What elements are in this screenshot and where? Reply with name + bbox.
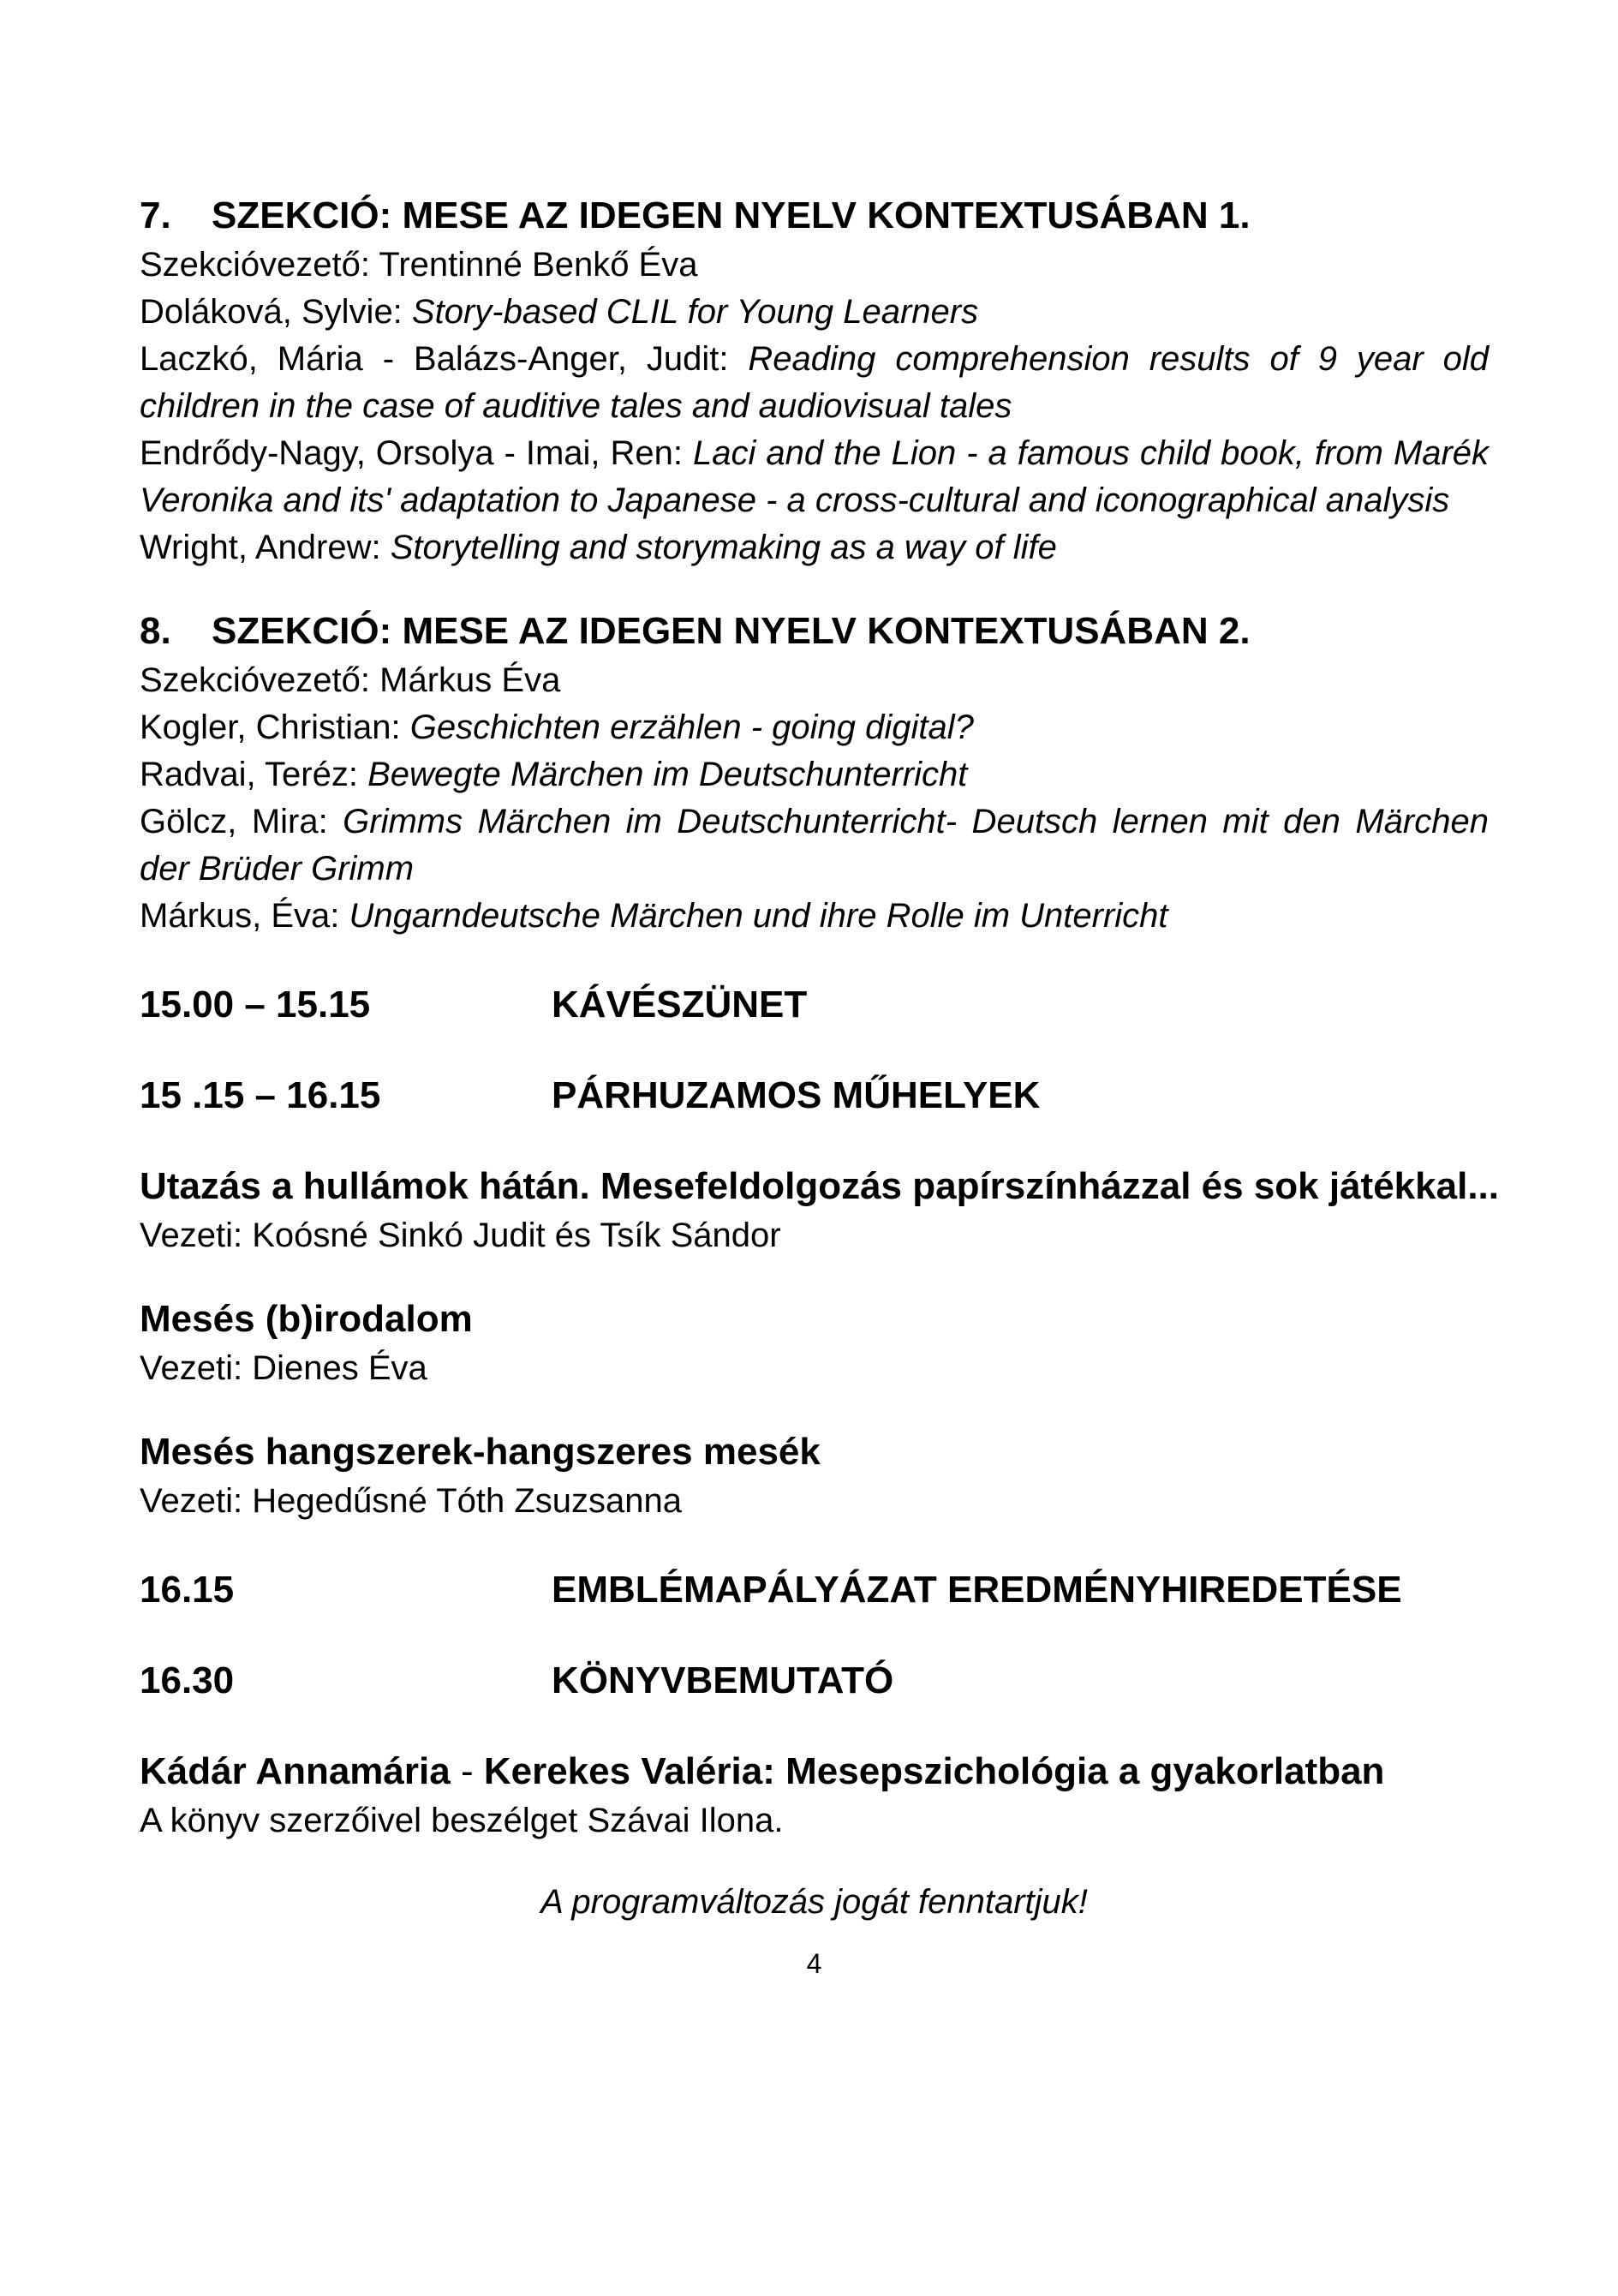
program-page: [140, 190, 1499, 1983]
talk-authors: Wright, Andrew:: [140, 529, 391, 566]
break-label: KÁVÉSZÜNET: [552, 984, 808, 1025]
section-7-talk-1: [140, 289, 1489, 336]
awards-label: EMBLÉMAPÁLYÁZAT EREDMÉNYHIREDETÉSE: [552, 1569, 1402, 1611]
section-8-talk-4: [140, 893, 1489, 940]
section-7-title: SZEKCIÓ: MESE AZ IDEGEN NYELV KONTEXTUSÁBAN 1.: [212, 194, 1251, 236]
schedule-book: [140, 1655, 1489, 1707]
section-8-number: 8.: [140, 610, 171, 652]
talk-authors: Endrődy-Nagy, Orsolya - Imai, Ren:: [140, 434, 693, 472]
schedule-break: [140, 979, 1489, 1031]
talk-title: Grimms Märchen im Deutschunterricht- Deutsch lernen mit den Märchen der Brüder Grimm: [140, 803, 1489, 888]
workshops-time: 15 .15 – 16.15: [140, 1074, 381, 1116]
section-7-talk-4: [140, 524, 1489, 571]
talk-title: Laci and the Lion - a famous child book, from Marék Veronika and its' adaptation to Japanese - a cross-cultural and iconographical analysis: [140, 434, 1490, 519]
page-number: 4: [806, 1948, 822, 1979]
workshop-3-leader: Vezeti: Hegedűsné Tóth Zsuzsanna: [140, 1482, 683, 1520]
talk-title: Reading comprehension results of 9 year old children in the case of auditive tales and audiovisual tales: [140, 340, 1490, 425]
book-time: 16.30: [140, 1659, 235, 1701]
section-8-talk-3: [140, 798, 1489, 893]
book-title: [140, 1746, 1489, 1797]
workshop-3-title: Mesés hangszerek-hangszeres mesék: [140, 1431, 821, 1473]
talk-authors: Doláková, Sylvie:: [140, 293, 412, 331]
talk-authors: Laczkó, Mária - Balázs-Anger, Judit:: [140, 340, 749, 378]
book-title-rest: Kerekes Valéria: Mesepszichológia a gyakorlatban: [483, 1750, 1385, 1792]
talk-title: Storytelling and storymaking as a way of life: [390, 529, 1057, 566]
book-note: A könyv szerzőivel beszélget Szávai Ilona.: [140, 1802, 784, 1839]
talk-authors: Márkus, Éva:: [140, 897, 349, 935]
talk-title: Ungarndeutsche Märchen und ihre Rolle im Unterricht: [349, 897, 1168, 935]
workshop-1-leader: Vezeti: Koósné Sinkó Judit és Tsík Sándor: [140, 1217, 781, 1254]
section-8-talk-1: [140, 704, 1489, 751]
section-8-title: SZEKCIÓ: MESE AZ IDEGEN NYELV KONTEXTUSÁBAN 2.: [212, 610, 1251, 652]
workshop-2-title: Mesés (b)irodalom: [140, 1298, 473, 1340]
talk-title: Geschichten erzählen - going digital?: [409, 709, 974, 746]
talk-authors: Gölcz, Mira:: [140, 803, 343, 840]
talk-title: Bewegte Märchen im Deutschunterricht: [367, 756, 968, 793]
talk-authors: Kogler, Christian:: [140, 709, 410, 746]
talk-authors: Radvai, Teréz:: [140, 756, 368, 793]
book-label: KÖNYVBEMUTATÓ: [552, 1659, 894, 1701]
section-7-chair: Szekcióvezető: Trentinné Benkő Éva: [140, 246, 698, 284]
program-change-note: A programváltozás jogát fenntartjuk!: [540, 1883, 1088, 1921]
workshop-2-leader: Vezeti: Dienes Éva: [140, 1349, 427, 1387]
break-time: 15.00 – 15.15: [140, 984, 371, 1025]
talk-title: Story-based CLIL for Young Learners: [411, 293, 979, 331]
section-8-talk-2: [140, 751, 1489, 798]
section-8-heading: [140, 606, 1489, 657]
section-8-chair: Szekcióvezető: Márkus Éva: [140, 661, 561, 699]
section-7-talk-2: [140, 336, 1489, 430]
workshop-1-title: Utazás a hullámok hátán. Mesefeldolgozás papírszínházzal és sok játékkal...: [140, 1165, 1499, 1207]
section-7-heading: [140, 190, 1489, 242]
section-7-talk-3: [140, 430, 1489, 524]
schedule-workshops: [140, 1070, 1489, 1121]
awards-time: 16.15: [140, 1569, 235, 1611]
section-7-number: 7.: [140, 194, 171, 236]
book-title-separator: -: [450, 1750, 484, 1792]
book-author-1: Kádár Annamária: [140, 1750, 451, 1792]
workshops-label: PÁRHUZAMOS MŰHELYEK: [552, 1074, 1041, 1116]
schedule-awards: [140, 1564, 1489, 1616]
